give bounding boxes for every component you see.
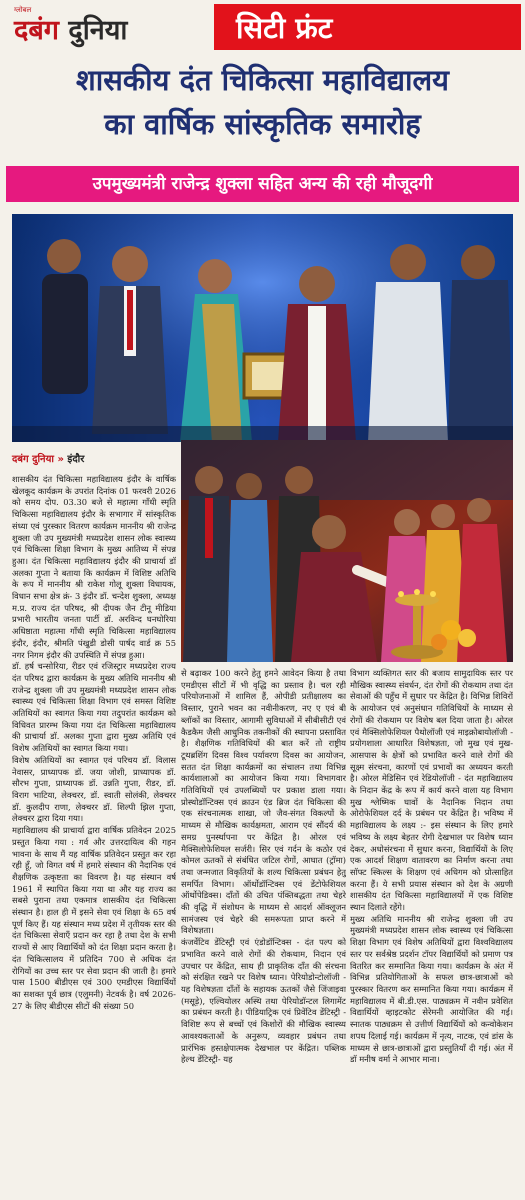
headline-line-2: का वार्षिक सांस्कृतिक समारोह	[104, 107, 421, 141]
dateline-separator: »	[57, 454, 64, 465]
article-column-2	[181, 668, 346, 1196]
paragraph: विशेष अतिथियों का स्वागत एवं परिचय डॉ. विलास नेवासर, प्राध्यापक डॉ. जया जोशी, प्राध्यापक डॉ. सौरभ गुप्ता, प्राध्यापक डॉ. उन्नति गुप्ता, रीडर, डॉ. विराग भाटिया, लेक्चरर, डॉ. स्वाती सोलंकी, लेक्चरर डॉ. कुलदीप राणा, लेक्चरर डॉ. शिल्पी झिल गुप्ता, लेक्चरर द्वारा दिया गया।	[12, 754, 176, 824]
paragraph: शासकीय दंत चिकित्सा महाविद्यालय इंदौर के वार्षिक खेलकूद कार्यक्रम के उपरांत दिनांक 01 फरवरी 2026 को समय दोप. 03.30 बजे से महात्मा गाँधी स्मृति चिकित्सा महाविद्यालय इंदौर के सभागार में सांस्कृतिक संध्या एवं पुरस्कार वितरण कार्यक्रम माननीय श्री राजेन्द्र शुक्ला जी उप मुख्यमंत्री मध्यप्रदेश शासन लोक स्वास्थ्य एवं चिकित्सा शिक्षा विभाग के मुख्य आतिथ्य में संपन्न हुआ। दंत चिकित्सा महाविद्यालय इंदौर की प्राचार्या डॉ अलका गुप्ता ने बताया कि कार्यक्रम में विशिष्ट अतिथि के रूप में माननीय श्री राकेश गोलू शुक्ला विधायक, विधान सभा क्षेत्र क्रं- 3 इंदौर डॉ. चन्देश शुक्ला, अध्यक्ष म.प्र. राज्य दंत परिषद, श्री दीपक जैन टीनू मीडिया प्रभारी भारतीय जनता पार्टी डॉ. अरविन्द घनघोरिया अधिष्ठाता महात्मा गाँधी स्मृति चिकित्सा महाविद्यालय इंदौर, इंदौर, श्रीमति पंखुडी डोसी पार्षद वार्ड क्र 55 नगर निगम इंदौर की उपस्थिति में संपन्न हुआ।	[12, 474, 176, 660]
masthead	[0, 0, 525, 52]
paragraph: विभाग व्यक्तिगत स्तर की बजाय सामुदायिक स्तर पर मौखिक स्वास्थ्य संवर्धन, दंत रोगों की रोकथाम तथा दंत सेवाओं की पहुँच में सुधार पर केंद्रित है। विभिन्न शिविरों के आयोजन एवं अनुसंधान गतिविधियों के माध्यम से रोगों की रोकथाम पर विशेष बल दिया जाता है। ओरल एवं मैक्सिलोफेशियल पैथोलॉजी एवं माइक्रोबायोलॉजी - प्रयोगशाला आधारित विशेषज्ञता, जो मुख एवं मुख-आसपास के क्षेत्रों को प्रभावित करने वाले रोगों की सूक्ष्म संरचना, कारणों एवं प्रभावों का अध्ययन करती है। ओरल मेडिसिन एवं रेडियोलॉजी - दंत महाविद्यालय के निदान केंद्र के रूप में कार्य करने वाला यह विभाग मुख श्लेष्मिक घावों के नैदानिक निदान तथा ओरोफेशियल दर्द के प्रबंधन पर केंद्रित है। भविष्य में महाविद्यालय के लक्ष्य :- इस संस्थान के लिए हमारे भविष्य के लक्ष्य बेहतर रोगी देखभाल पर विशेष ध्यान देकर, अधोसंरचना में सुधार करना, विद्यार्थियों के लिए एक आदर्श शिक्षण वातावरण का निर्माण करना तथा सॉफ्ट स्किल्स के शिक्षण एवं अधिगम को प्रोत्साहित करना हैं। ये सभी प्रयास संस्थान को देश के अग्रणी शासकीय दंत चिकित्सा महाविद्यालयों में एक विशिष्ट स्थान दिलाते रहेंगे।	[350, 668, 513, 913]
lamp-lighting-photo	[181, 440, 513, 662]
logo-word-1: दबंग	[14, 15, 59, 46]
stage-felicitation-photo	[12, 214, 513, 442]
dateline	[12, 451, 178, 473]
section-title: सिटी फ्रंट	[214, 4, 521, 50]
logo-wordmark	[14, 10, 127, 47]
stage-felicitation-image	[12, 214, 513, 442]
headline-line-1: शासकीय दंत चिकित्सा महाविद्यालय	[76, 63, 449, 97]
paragraph: महाविद्यालय की प्राचार्या द्वारा वार्षिक प्रतिवेदन 2025 प्रस्तुत किया गया : गर्व और उत्तरदायित्व की गहन भावना के साथ मैं यह वार्षिक प्रतिवेदन प्रस्तुत कर रहा रही हूँ, जो विगत वर्ष में हमारे संस्थान की नैदानिक एवं शैक्षणिक उत्कृष्टता का विवरण है। यह संस्थान वर्ष 1961 में स्थापित किया गया था और यह राज्य का सबसे पुराना तथा एकमात्र शासकीय दंत चिकित्सा संस्थान है। हाल ही में इसने सेवा एवं शिक्षा के 65 वर्ष पूर्ण किए हैं। यह संस्थान मध्य प्रदेश में तृतीयक स्तर की दंत चिकित्सा सेवाएँ प्रदान कर रहा है तथा देश के सभी राज्यों से आए विद्यार्थियों को दंत शिक्षा प्रदान करता है। दंत चिकित्सालय में प्रतिदिन 700 से अधिक दंत रोगियों का उच्च स्तर पर सेवा प्रदान की जाती है। हमारे पास 1500 बीडीएस एवं 300 एमडीएस विद्यार्थियों का सशक्त पूर्व छात्र (एलुमनी) नेटवर्क है। वर्ष 2026-27 के लिए बीडीएस सीटों की संख्या 50	[12, 825, 176, 1011]
subheadline-banner: उपमुख्यमंत्री राजेन्द्र शुक्ला सहित अन्य की रही मौजूदगी	[6, 166, 519, 202]
headline	[0, 58, 525, 146]
paragraph: डॉ. हर्ष चन्सोरिया, रीडर एवं रजिस्ट्रार मध्यप्रदेश राज्य दंत परिषद द्वारा कार्यक्रम के मुख्य अतिथि माननीय श्री राजेन्द्र शुक्ला जी उप मुख्यमंत्री मध्यप्रदेश शासन लोक स्वास्थ्य एवं चिकित्सा शिक्षा विभाग एवं समस्त विशिष्ट अतिथियों का स्वागत किया गया तदुपरांत कार्यक्रम को विधिवत प्रारम्भ किया गया दंत चिकित्सा महाविद्यालय की प्राचार्या डॉ. अलका गुप्ता द्वारा मुख्य अतिथि एवं विशेष अतिथियों का स्वागत किया गया।	[12, 661, 176, 754]
paragraph: से बढ़ाकर 100 करने हेतु हमने आवेदन किया है तथा एमडीएस सीटों में भी वृद्धि का प्रस्ताव है। चल रही परियोजनाओं में शामिल हैं, ओपीडी प्रतीक्षालय का विस्तार, पुराने भवन का नवीनीकरण, नए ए एवं बी ब्लॉकों का विस्तार, आगामी सुविधाओं में सीबीसीटी एवं कैडकैम जैसी आधुनिक तकनीकों की स्थापना प्रस्तावित है। शैक्षणिक गतिविधियों की बात करें तो राष्ट्रीय टूथब्रशिंग दिवस विश्व पर्यावरण दिवस का आयोजन, सतत दंत शिक्षा कार्यक्रमों का संचालन तथा विभिन्न कार्यशालाओं का आयोजन किया गया। विभागवार गतिविधियों एवं उपलब्धियों पर प्रकाश डाला गया। प्रोस्थोडॉन्टिक्स एवं क्राउन एंड ब्रिज दंत चिकित्सा की एक संरचनात्मक शाखा, जो जैव-संगत विकल्पों के माध्यम से मौखिक कार्यक्षमता, आराम एवं सौंदर्य की समग्र पुनर्स्थापना पर केंद्रित है। ओरल एवं मैक्सिलोफेशियल सर्जरी। सिर एवं गर्दन के कठोर एवं कोमल ऊतकों से संबंधित जटिल रोगों, आघात (ट्रॉमा) तथा जन्मजात विकृतियों के शल्य चिकित्सा प्रबंधन हेतु समर्पित विभाग। ऑर्थोडॉन्टिक्स एवं डेंटोफेशियल ऑर्थोपेडिक्स। दाँतों की उचित पंक्तिबद्धता तथा चेहरे की वृद्धि में संशोधन के माध्यम से आदर्श ऑक्लूजन सामंजस्य एवं चेहरे की समरूपता प्राप्त करने में विशेषज्ञता।	[181, 668, 346, 936]
dateline-paper: दबंग दुनिया	[12, 454, 54, 465]
logo-word-2: दुनिया	[68, 15, 128, 46]
article-column-3	[350, 668, 513, 1196]
dateline-place: इंदौर	[67, 454, 85, 465]
newspaper-logo	[4, 2, 210, 50]
article-column-1	[12, 474, 176, 1196]
logo-tagline: ग्लोबल	[14, 6, 32, 14]
paragraph: कंजर्वेटिव डेंटिस्ट्री एवं एंडोडॉन्टिक्स - दंत पल्प को प्रभावित करने वाले रोगों की रोकथाम, निदान एवं उपचार पर केंद्रित, साथ ही प्राकृतिक दाँत की संरचना को संरक्षित रखने पर विशेष ध्यान। पेरियोडोन्टोलॉजी - यह विशेषज्ञता दाँतों के सहायक ऊतकों जैसे जिंजाइवा (मसूड़े), एल्वियोलर अस्थि तथा पेरियोडॉन्टल लिगामेंट का प्रबंधन करती है। पीडियाट्रिक एवं प्रिवेंटिव डेंटिस्ट्री - विशिष्ट रूप से बच्चों एवं किशोरों की मौखिक स्वास्थ्य आवश्यकताओं के अनुरूप, व्यवहार प्रबंधन तथा प्रारंभिक हस्तक्षेपात्मक देखभाल पर केंद्रित। पब्लिक हेल्थ डेंटिस्ट्री- यह	[181, 937, 346, 1065]
lamp-lighting-image	[181, 440, 513, 662]
paragraph: मुख्य अतिथि माननीय श्री राजेन्द्र शुक्ला जी उप मुख्यमंत्री मध्यप्रदेश शासन लोक स्वास्थ्य एवं चिकित्सा शिक्षा विभाग एवं विशेष अतिथियों द्वारा विश्वविद्यालय स्तर पर सर्वश्रेष्ठ प्रदर्शन टॉपर विद्यार्थियों को प्रमाण पत्र वितरित कर सम्मानित किया गया। कार्यक्रम के अंत में विभिन्न प्रतियोगिताओं के सफल छात्र-छात्राओं को पुरस्कार वितरण कर सम्मानित किया गया। कार्यक्रम में महाविद्यालय में बी.डी.एस. पाठ्यक्रम में नवीन प्रवेशित विद्यार्थियों व्हाइटकोट सेरेमनी आयोजित की गई। स्नातक पाठ्यक्रम से उत्तीर्ण विद्यार्थियों को कन्वोकेशन शपथ दिलाई गई। कार्यक्रम में नृत्य, नाटक, एवं डांस के माध्यम से छात्र-छात्राओं द्वारा प्रस्तुतियाँ दी गई। अंत में डॉ मनीष वर्मा ने आभार माना।	[350, 913, 513, 1065]
